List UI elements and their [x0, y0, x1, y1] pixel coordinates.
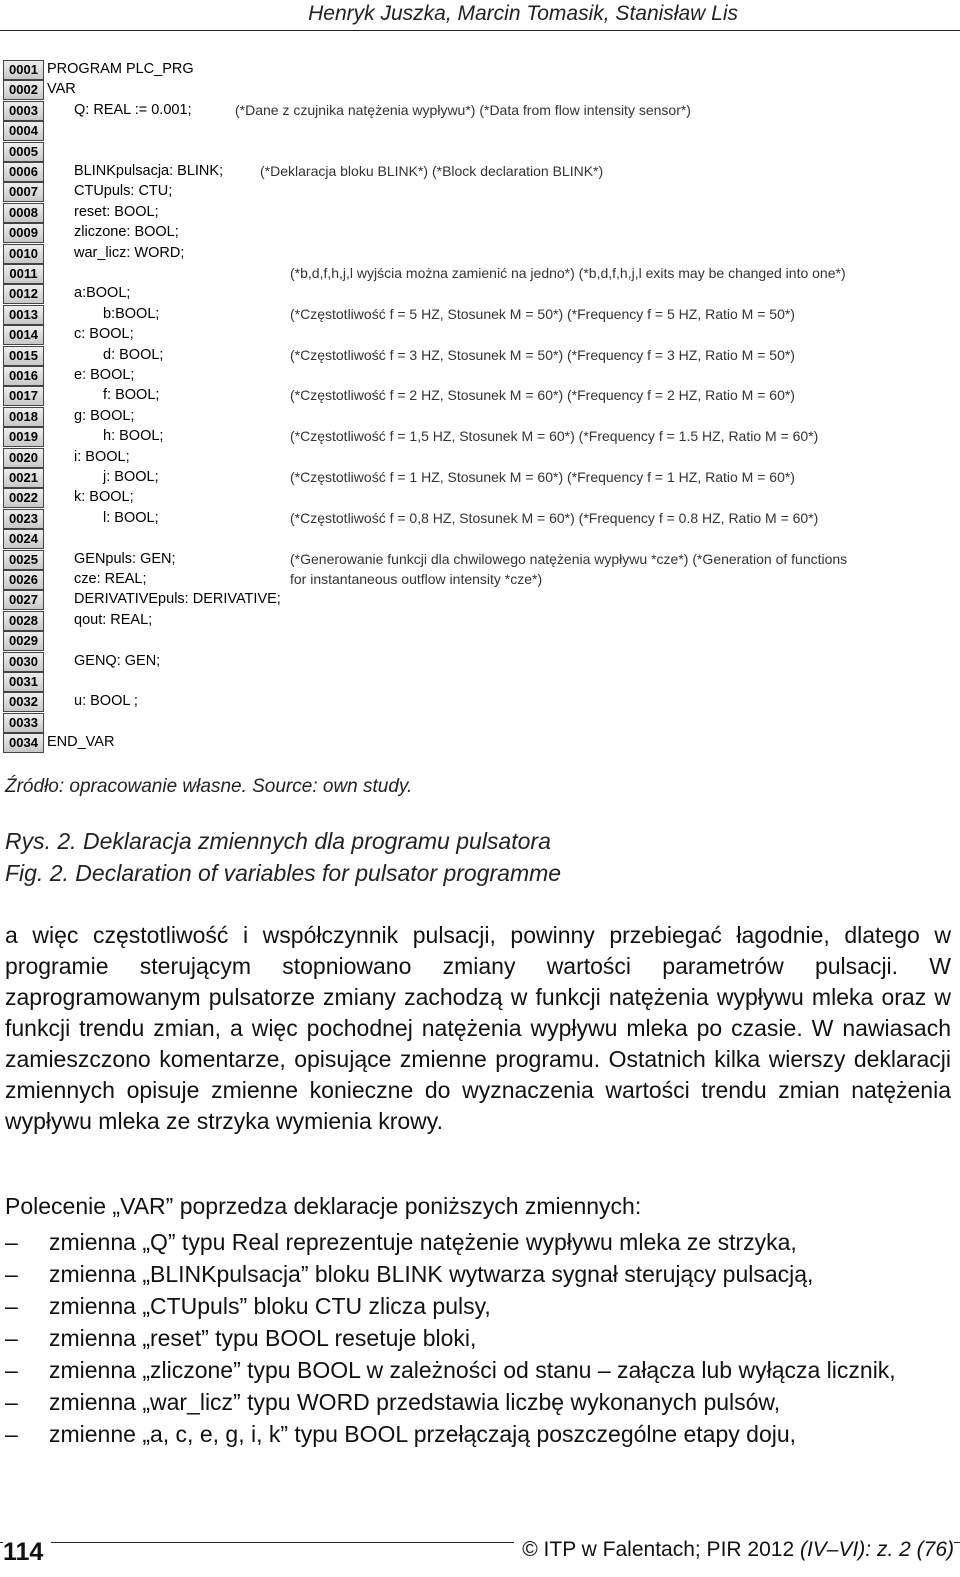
line-number: 0014	[3, 325, 44, 345]
dash-bullet-icon: –	[5, 1293, 18, 1319]
code-comment: (*Dane z czujnika natężenia wypływu*) (*Data from flow intensity sensor*)	[235, 101, 691, 118]
list-item-text: zmienna „war_licz” typu WORD przedstawia liczbę wykonanych pulsów,	[49, 1389, 781, 1415]
code-statement: END_VAR	[47, 734, 115, 751]
line-number: 0010	[3, 244, 44, 264]
page-number: 114	[3, 1538, 51, 1567]
line-number: 0024	[3, 529, 44, 549]
code-statement: zliczone: BOOL;	[74, 224, 179, 241]
dash-bullet-icon: –	[5, 1389, 18, 1415]
dash-bullet-icon: –	[5, 1325, 18, 1351]
code-statement: GENpuls: GEN;	[74, 550, 176, 567]
line-number: 0016	[3, 366, 44, 386]
journal-citation	[514, 1538, 954, 1562]
line-number: 0007	[3, 182, 44, 202]
list-item-text: zmienna „zliczone” typu BOOL w zależności od stanu – załącza lub wyłącza licznik,	[49, 1357, 896, 1383]
code-statement: g: BOOL;	[74, 407, 135, 424]
list-item-text: zmienna „BLINKpulsacja” bloku BLINK wytwarza sygnał sterujący pulsacją,	[49, 1261, 814, 1287]
line-number: 0026	[3, 570, 44, 590]
line-number: 0027	[3, 590, 44, 610]
code-comment: for instantaneous outflow intensity *cze*)	[290, 571, 543, 587]
code-statement: i: BOOL;	[74, 448, 130, 465]
list-intro: Polecenie „VAR” poprzedza deklaracje poniższych zmiennych:	[5, 1193, 642, 1219]
dash-bullet-icon: –	[5, 1357, 18, 1383]
line-number: 0003	[3, 101, 44, 121]
list-item	[5, 1226, 951, 1258]
code-statement: war_licz: WORD;	[74, 244, 185, 261]
code-statement: reset: BOOL;	[74, 203, 159, 220]
code-comment: (*b,d,f,h,j,l wyjścia można zamienić na jedno*) (*b,d,f,h,j,l exits may be changed into one*)	[290, 265, 846, 281]
code-statement: BLINKpulsacja: BLINK;	[74, 163, 224, 179]
dash-bullet-icon: –	[5, 1229, 18, 1255]
line-number: 0032	[3, 692, 44, 712]
line-number: 0012	[3, 284, 44, 304]
code-statement: PROGRAM PLC_PRG	[47, 61, 194, 77]
page-footer	[0, 1528, 960, 1577]
line-number: 0002	[3, 80, 44, 100]
code-comment: (*Częstotliwość f = 2 HZ, Stosunek M = 60*) (*Frequency f = 2 HZ, Ratio M = 60*)	[290, 387, 795, 404]
list-item	[5, 1418, 951, 1450]
list-item	[5, 1354, 951, 1386]
code-statement: VAR	[47, 81, 76, 98]
line-number: 0015	[3, 346, 44, 366]
code-comment: (*Generowanie funkcji dla chwilowego natężenia wypływu *cze*) (*Generation of functions	[290, 550, 848, 567]
figure-caption-en: Fig. 2. Declaration of variables for pulsator programme	[5, 860, 562, 886]
code-statement: e: BOOL;	[74, 367, 135, 383]
line-number: 0020	[3, 448, 44, 468]
dash-bullet-icon: –	[5, 1421, 18, 1447]
list-item	[5, 1322, 951, 1354]
line-number: 0013	[3, 305, 44, 325]
code-comment: (*Częstotliwość f = 1 HZ, Stosunek M = 60*) (*Frequency f = 1 HZ, Ratio M = 60*)	[290, 469, 795, 485]
line-number: 0009	[3, 223, 44, 243]
code-statement: f: BOOL;	[103, 387, 160, 404]
code-statement: c: BOOL;	[74, 326, 134, 343]
code-comment: (*Częstotliwość f = 0,8 HZ, Stosunek M = 60*) (*Frequency f = 0.8 HZ, Ratio M = 60*)	[290, 509, 819, 526]
line-number: 0001	[3, 60, 44, 80]
code-statement: cze: REAL;	[74, 571, 147, 587]
code-comment: (*Częstotliwość f = 1,5 HZ, Stosunek M = 60*) (*Frequency f = 1.5 HZ, Ratio M = 60*)	[290, 428, 819, 445]
line-number: 0030	[3, 652, 44, 672]
code-statement: h: BOOL;	[103, 428, 164, 445]
code-listing-figure	[3, 60, 955, 760]
figure-caption-pl: Rys. 2. Deklaracja zmiennych dla programu pulsatora	[5, 828, 551, 854]
code-comment: (*Deklaracja bloku BLINK*) (*Block declaration BLINK*)	[260, 163, 604, 179]
line-number: 0023	[3, 509, 44, 529]
line-number: 0018	[3, 407, 44, 427]
line-number: 0028	[3, 611, 44, 631]
code-statement: DERIVATIVEpuls: DERIVATIVE;	[74, 591, 281, 608]
code-statement: j: BOOL;	[103, 469, 159, 485]
list-item	[5, 1258, 951, 1290]
line-number: 0025	[3, 550, 44, 570]
code-statement: GENQ: GEN;	[74, 652, 161, 669]
variable-list	[5, 1226, 951, 1450]
journal-prefix: © ITP w Falentach; PIR 2012	[522, 1538, 800, 1561]
code-comment: (*Częstotliwość f = 5 HZ, Stosunek M = 50*) (*Frequency f = 5 HZ, Ratio M = 50*)	[290, 305, 795, 322]
code-statement: Q: REAL := 0.001;	[74, 101, 192, 118]
list-item-text: zmienna „Q” typu Real reprezentuje natężenie wypływu mleka ze strzyka,	[49, 1229, 797, 1255]
line-number: 0031	[3, 672, 44, 692]
list-item-text: zmienna „reset” typu BOOL resetuje bloki,	[49, 1325, 477, 1351]
line-number: 0034	[3, 733, 44, 753]
list-item-text: zmienna „CTUpuls” bloku CTU zlicza pulsy,	[49, 1293, 491, 1319]
dash-bullet-icon: –	[5, 1261, 18, 1287]
body-paragraph: a więc częstotliwość i współczynnik pulsacji, powinny przebiegać łagodnie, dlatego w programie sterującym stopniowano zmiany wartości parametrów pulsacji. W zaprogramowanym pulsatorze zmiany zachodzą w funkcji natężenia wypływu mleka oraz w funkcji trendu zmian, a więc pochodnej natężenia wypływu mleka po czasie. W nawiasach zamieszczono komentarze, opisujące zmienne programu. Ostatnich kilka wierszy deklaracji zmiennych opisuje zmienne konieczne do wyznaczenia wartości trendu zmian natężenia wypływu mleka ze strzyka wymienia krowy.	[5, 922, 951, 1134]
code-statement: u: BOOL ;	[74, 693, 138, 710]
code-statement: k: BOOL;	[74, 489, 134, 506]
list-item	[5, 1386, 951, 1418]
list-item	[5, 1290, 951, 1322]
line-number: 0022	[3, 488, 44, 508]
running-header	[0, 0, 960, 31]
line-number: 0021	[3, 468, 44, 488]
header-authors: Henryk Juszka, Marcin Tomasik, Stanisław Lis	[308, 2, 738, 25]
line-number: 0006	[3, 162, 44, 182]
line-number: 0005	[3, 142, 44, 162]
code-statement: d: BOOL;	[103, 346, 164, 363]
code-statement: qout: REAL;	[74, 611, 153, 628]
code-comment: (*Częstotliwość f = 3 HZ, Stosunek M = 50*) (*Frequency f = 3 HZ, Ratio M = 50*)	[290, 346, 795, 363]
source-note: Źródło: opracowanie własne. Source: own study.	[5, 776, 413, 797]
list-item-text: zmienne „a, c, e, g, i, k” typu BOOL przełączają poszczególne etapy doju,	[49, 1421, 797, 1447]
line-number: 0008	[3, 203, 44, 223]
code-statement: a:BOOL;	[74, 285, 131, 302]
code-statement: CTUpuls: CTU;	[74, 183, 173, 200]
line-number: 0004	[3, 121, 44, 141]
line-number: 0029	[3, 631, 44, 651]
code-statement: l: BOOL;	[103, 509, 159, 526]
line-number: 0011	[3, 264, 44, 284]
line-number: 0033	[3, 713, 44, 733]
line-number: 0017	[3, 386, 44, 406]
journal-issue: (IV–VI): z. 2 (76)	[799, 1538, 954, 1561]
line-number: 0019	[3, 427, 44, 447]
code-statement: b:BOOL;	[103, 305, 160, 322]
